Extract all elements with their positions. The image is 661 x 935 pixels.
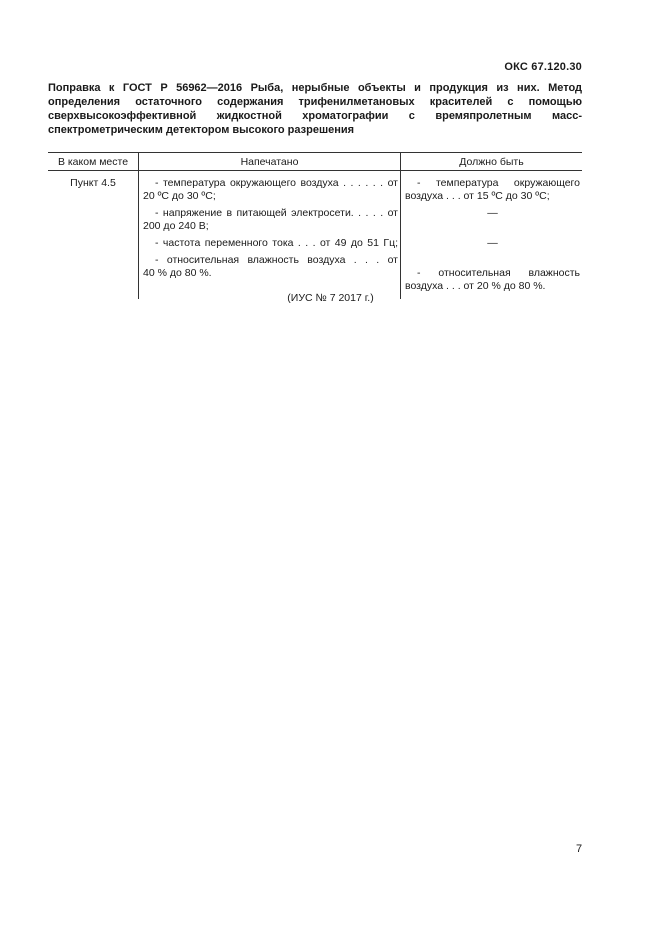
printed-item-temperature: - температура окружающего воздуха . . . . . . от 20 ºС до 30 ºС; bbox=[143, 177, 398, 202]
correct-item-frequency-dash: — bbox=[487, 237, 498, 249]
cell-place: Пункт 4.5 bbox=[70, 177, 116, 189]
page-number: 7 bbox=[576, 843, 583, 855]
cell-printed bbox=[138, 171, 401, 299]
printed-item-frequency: - частота переменного тока . . . от 49 до 51 Гц; bbox=[155, 237, 398, 249]
header-place: В каком месте bbox=[57, 155, 129, 168]
correct-item-humidity: - относительная влажность воздуха . . . от 20 % до 80 %. bbox=[405, 267, 580, 292]
table-header-row bbox=[48, 152, 582, 171]
printed-item-voltage: - напряжение в питающей электросети. . . . . от 200 до 240 В; bbox=[143, 207, 398, 232]
amendment-title: Поправка к ГОСТ Р 56962—2016 Рыба, нерыбные объекты и продукция из них. Метод определения остаточного содержания трифенилметановых красителей с помощью сверхвысокоэффективной жидкостной хроматографии с времяпролетным масс-спектрометрическим детектором высокого разрешения bbox=[48, 82, 582, 136]
amendment-table bbox=[48, 152, 582, 299]
oks-code: ОКС 67.120.30 bbox=[504, 61, 582, 73]
correct-item-voltage-dash: — bbox=[487, 207, 498, 219]
cell-should-be bbox=[401, 171, 582, 299]
ius-reference: (ИУС № 7 2017 г.) bbox=[287, 292, 374, 304]
correct-item-temperature: - температура окружающего воздуха . . . от 15 ºС до 30 ºС; bbox=[405, 177, 580, 202]
table-row bbox=[48, 171, 582, 299]
header-printed: Напечатано bbox=[138, 153, 401, 170]
header-should-be: Должно быть bbox=[459, 155, 524, 168]
printed-item-humidity: - относительная влажность воздуха . . . от 40 % до 80 %. bbox=[143, 254, 398, 279]
